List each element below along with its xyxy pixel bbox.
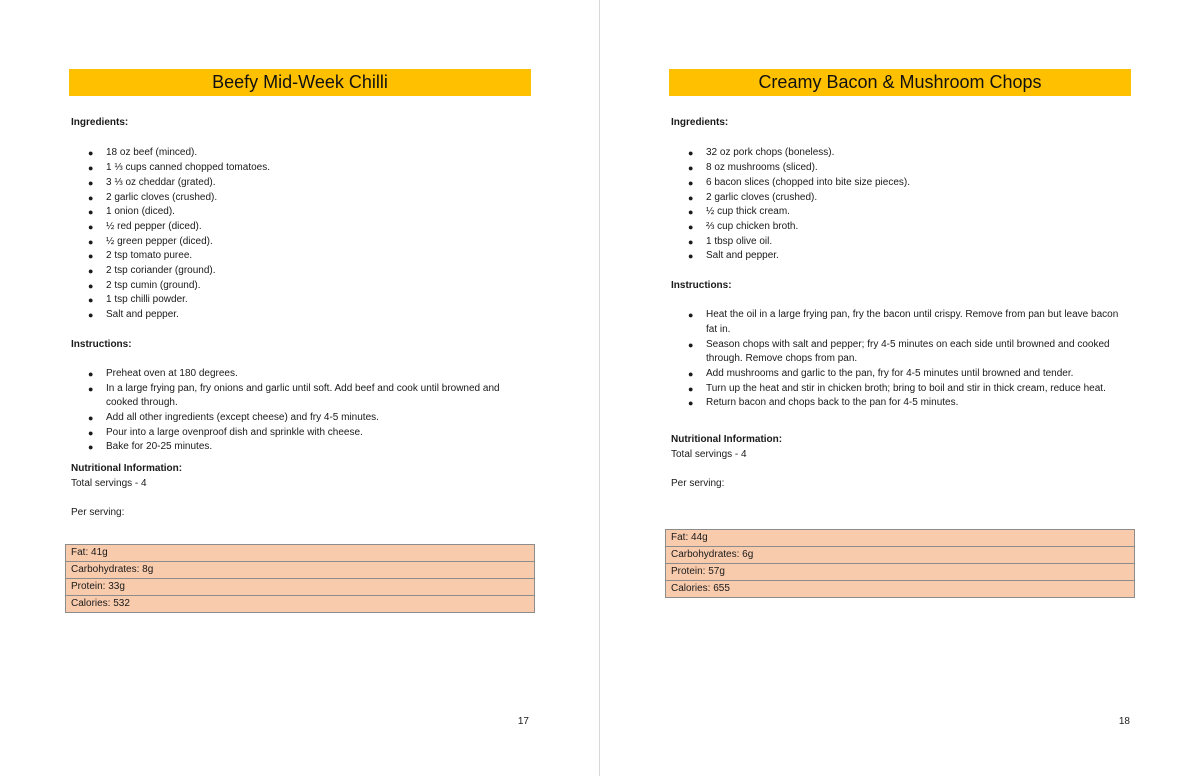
list-item [71,176,531,191]
list-item-text: 2 garlic cloves (crushed). [106,191,218,203]
instructions-heading: Instructions: [71,338,132,350]
list-item [671,146,1131,161]
bullet-icon: ● [88,177,94,188]
list-item [71,264,531,279]
ingredients-list [71,146,531,322]
nutrition-calories: Calories: 532 [66,596,535,613]
list-item-text: 1 onion (diced). [106,206,175,218]
bullet-icon: ● [88,280,94,291]
list-item [671,249,1131,264]
page-number: 18 [1118,716,1130,727]
list-item [671,161,1131,176]
bullet-icon: ● [88,368,94,379]
bullet-icon: ● [688,148,694,159]
list-item-text: In a large frying pan, fry onions and garlic until soft. Add beef and cook until browned and cooked through. [106,382,500,409]
list-item [671,367,1131,382]
list-item-text: Heat the oil in a large frying pan, fry the bacon until crispy. Remove from pan but leave bacon fat in. [706,309,1119,335]
list-item [671,220,1131,235]
list-item-text: 18 oz beef (minced). [106,147,198,159]
bullet-icon: ● [88,266,94,277]
list-item-text: 6 bacon slices (chopped into bite size pieces). [706,176,911,188]
bullet-icon: ● [688,207,694,218]
recipe-title: Beefy Mid-Week Chilli [69,69,531,96]
list-item-text: Salt and pepper. [706,250,779,262]
bullet-icon: ● [688,251,694,262]
list-item-text: 3 ⅓ oz cheddar (grated). [106,176,216,188]
bullet-icon: ● [688,163,694,174]
bullet-icon: ● [688,398,694,409]
list-item-text: Preheat oven at 180 degrees. [106,367,238,379]
instructions-list [71,367,531,455]
bullet-icon: ● [688,339,694,350]
list-item-text: Bake for 20-25 minutes. [106,441,213,453]
recipe-content [671,116,1131,492]
bullet-icon: ● [88,163,94,174]
servings-text: Total servings - 4 [671,448,747,460]
instructions-list [671,308,1131,411]
nutrition-heading: Nutritional Information: [671,434,783,446]
nutrition-table [665,529,1135,598]
servings-text: Total servings - 4 [71,477,147,489]
per-serving-text: Per serving: [71,507,125,519]
bullet-icon: ● [688,310,694,321]
recipe-title: Creamy Bacon & Mushroom Chops [669,69,1131,96]
bullet-icon: ● [88,442,94,453]
bullet-icon: ● [688,383,694,394]
list-item-text: ½ red pepper (diced). [106,220,202,232]
list-item [71,426,531,441]
list-item [71,293,531,308]
list-item-text: 8 oz mushrooms (sliced). [706,162,818,174]
list-item-text: ½ green pepper (diced). [106,235,213,247]
bullet-icon: ● [88,221,94,232]
ingredients-list [671,146,1131,264]
bullet-icon: ● [88,148,94,159]
list-item [671,191,1131,206]
list-item-text: Season chops with salt and pepper; fry 4-5 minutes on each side until browned and cooked through. Remove chops from pan. [706,338,1110,365]
list-item-text: 32 oz pork chops (boneless). [706,147,835,159]
nutrition-heading: Nutritional Information: [71,463,183,475]
nutrition-table [65,544,535,613]
list-item-text: Pour into a large ovenproof dish and sprinkle with cheese. [106,426,363,438]
list-item-text: 2 tsp cumin (ground). [106,279,201,291]
nutrition-carbohydrates: Carbohydrates: 8g [66,562,535,579]
list-item [71,249,531,264]
list-item-text: ½ cup thick cream. [706,206,790,218]
list-item [671,338,1131,367]
list-item-text: Salt and pepper. [106,309,179,321]
list-item [671,235,1131,250]
list-item [71,220,531,235]
list-item-text: Add all other ingredients (except cheese) and fry 4-5 minutes. [106,412,379,424]
bullet-icon: ● [88,192,94,203]
list-item-text: Add mushrooms and garlic to the pan, fry for 4-5 minutes until browned and tender. [706,367,1074,379]
nutrition-fat: Fat: 41g [66,545,535,562]
bullet-icon: ● [688,192,694,203]
list-item [671,176,1131,191]
recipe-page-right [600,0,1200,776]
recipe-content [71,116,531,521]
ingredients-heading: Ingredients: [671,117,729,128]
list-item [71,235,531,250]
list-item-text: 2 tsp coriander (ground). [106,265,216,277]
ingredients-heading: Ingredients: [71,117,129,128]
page-number: 17 [517,716,529,727]
nutrition-carbohydrates: Carbohydrates: 6g [666,547,1135,564]
nutrition-fat: Fat: 44g [666,530,1135,547]
bullet-icon: ● [88,383,94,394]
nutrition-calories: Calories: 655 [666,581,1135,598]
bullet-icon: ● [88,251,94,262]
bullet-icon: ● [88,207,94,218]
list-item-text: Return bacon and chops back to the pan for 4-5 minutes. [706,397,959,409]
list-item-text: 1 tbsp olive oil. [706,235,773,247]
list-item [71,308,531,323]
bullet-icon: ● [88,427,94,438]
list-item-text: Turn up the heat and stir in chicken broth; bring to boil and stir in thick cream, reduce heat. [706,382,1106,394]
list-item [671,396,1131,411]
list-item-text: ⅔ cup chicken broth. [706,220,799,232]
bullet-icon: ● [88,413,94,424]
list-item [71,440,531,455]
list-item [71,411,531,426]
list-item [71,191,531,206]
per-serving-text: Per serving: [671,478,725,490]
list-item [71,279,531,294]
bullet-icon: ● [688,368,694,379]
bullet-icon: ● [688,177,694,188]
bullet-icon: ● [88,310,94,321]
list-item-text: 1 tsp chilli powder. [106,294,188,306]
list-item [671,205,1131,220]
list-item [71,205,531,220]
list-item [71,146,531,161]
bullet-icon: ● [88,236,94,247]
bullet-icon: ● [688,221,694,232]
list-item [671,308,1131,337]
list-item [671,382,1131,397]
list-item-text: 2 tsp tomato puree. [106,250,193,262]
list-item [71,161,531,176]
nutrition-protein: Protein: 57g [666,564,1135,581]
bullet-icon: ● [688,236,694,247]
list-item-text: 2 garlic cloves (crushed). [706,191,818,203]
nutrition-protein: Protein: 33g [66,579,535,596]
bullet-icon: ● [88,295,94,306]
list-item-text: 1 ⅓ cups canned chopped tomatoes. [106,162,271,174]
instructions-heading: Instructions: [671,279,732,291]
list-item [71,382,531,411]
list-item [71,367,531,382]
